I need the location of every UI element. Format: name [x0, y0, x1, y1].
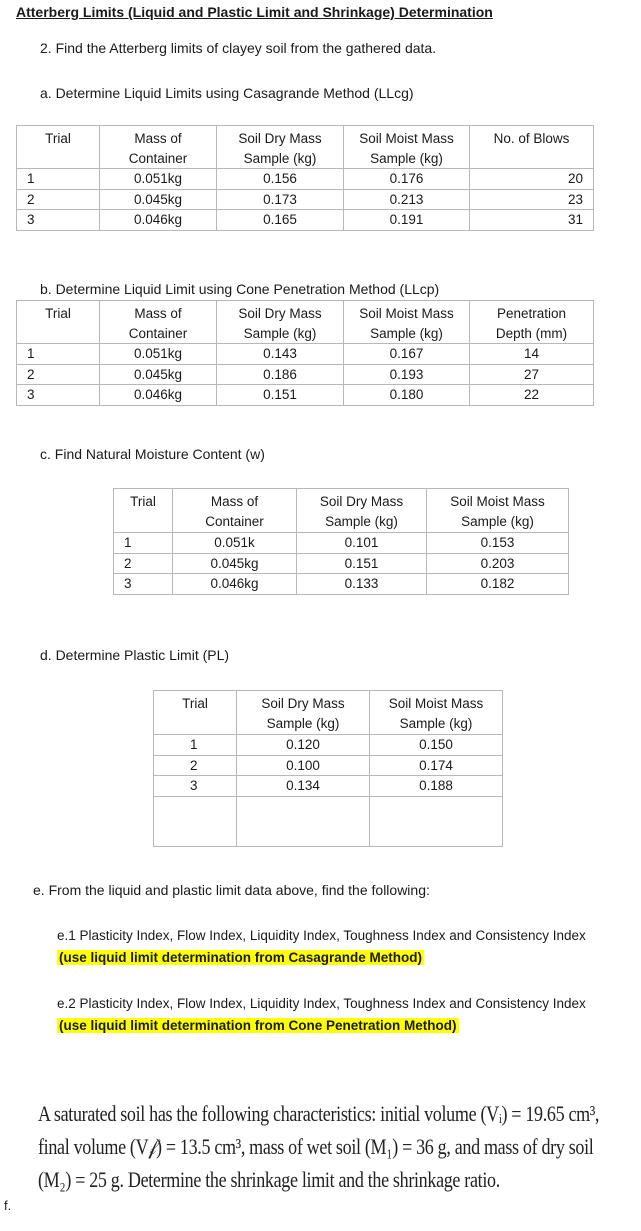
- table-c-header-dry: Soil Dry Mass Sample (kg): [297, 489, 427, 533]
- table-c-header-moist: Soil Moist Mass Sample (kg): [427, 489, 569, 533]
- table-row: 2 0.045kg 0.186 0.193 27: [17, 364, 594, 385]
- item-f-label: f.: [4, 1198, 12, 1213]
- table-a-header-mass: Mass of Container: [100, 126, 217, 169]
- table-a-header-dry: Soil Dry Mass Sample (kg): [217, 126, 344, 169]
- shrinkage-line-3: (M₂) = 25 g. Determine the shrinkage limit and the shrinkage ratio.: [38, 1167, 500, 1192]
- table-d-header-dry: Soil Dry Mass Sample (kg): [237, 691, 370, 735]
- table-row: 2 0.100 0.174: [154, 755, 503, 776]
- section-c-heading: c. Find Natural Moisture Content (w): [40, 446, 265, 462]
- table-row: 3 0.046kg 0.165 0.191 31: [17, 210, 594, 231]
- table-d-header-moist: Soil Moist Mass Sample (kg): [370, 691, 503, 735]
- section-b-heading: b. Determine Liquid Limit using Cone Penetration Method (LLcp): [40, 281, 440, 297]
- table-c: [113, 488, 569, 595]
- shrinkage-line-1: A saturated soil has the following characteristics: initial volume (Vᵢ) = 19.65 cm³,: [38, 1101, 600, 1126]
- table-row: 2 0.045kg 0.173 0.213 23: [17, 189, 594, 210]
- table-b-header-mass: Mass of Container: [100, 301, 217, 344]
- table-b: [16, 300, 594, 406]
- table-row: 2 0.045kg 0.151 0.203: [114, 553, 569, 574]
- table-b-header-trial: Trial: [17, 301, 100, 344]
- table-a-header-moist: Soil Moist Mass Sample (kg): [344, 126, 470, 169]
- table-b-header-penetration: Penetration Depth (mm): [470, 301, 594, 344]
- table-c-header-mass: Mass of Container: [173, 489, 297, 533]
- table-d: [153, 690, 503, 847]
- table-a-header-trial: Trial: [17, 126, 100, 169]
- table-row: 1 0.051k 0.101 0.153: [114, 533, 569, 554]
- e2-text: e.2 Plasticity Index, Flow Index, Liquidity Index, Toughness Index and Consistency Index: [57, 996, 586, 1011]
- section-e-heading: e. From the liquid and plastic limit data above, find the following:: [33, 882, 430, 898]
- table-b-header-moist: Soil Moist Mass Sample (kg): [344, 301, 470, 344]
- shrinkage-line-2: final volume (V𝒻) = 13.5 cm³, mass of wet soil (M₁) = 36 g, and mass of dry soil: [38, 1134, 594, 1159]
- table-row: 3 0.134 0.188: [154, 776, 503, 797]
- e1-text: e.1 Plasticity Index, Flow Index, Liquidity Index, Toughness Index and Consistency Index: [57, 928, 586, 943]
- table-row: 3 0.046kg 0.151 0.180 22: [17, 385, 594, 406]
- table-c-header-trial: Trial: [114, 489, 173, 533]
- table-a: [16, 125, 594, 231]
- table-row: 1 0.120 0.150: [154, 735, 503, 756]
- table-row-empty: [154, 796, 503, 846]
- section-a-heading: a. Determine Liquid Limits using Casagrande Method (LLcg): [40, 85, 414, 101]
- e1-highlight: (use liquid limit determination from Casagrande Method): [59, 950, 423, 965]
- question-2: 2. Find the Atterberg limits of clayey soil from the gathered data.: [40, 40, 437, 56]
- table-b-header-dry: Soil Dry Mass Sample (kg): [217, 301, 344, 344]
- table-row: 1 0.051kg 0.156 0.176 20: [17, 169, 594, 190]
- page-title: Atterberg Limits (Liquid and Plastic Limit and Shrinkage) Determination: [16, 4, 493, 20]
- table-d-header-trial: Trial: [154, 691, 237, 735]
- e2-highlight: (use liquid limit determination from Cone Penetration Method): [59, 1018, 457, 1033]
- section-d-heading: d. Determine Plastic Limit (PL): [40, 647, 230, 663]
- table-row: 1 0.051kg 0.143 0.167 14: [17, 344, 594, 365]
- table-row: 3 0.046kg 0.133 0.182: [114, 574, 569, 595]
- table-a-header-blows: No. of Blows: [470, 126, 594, 169]
